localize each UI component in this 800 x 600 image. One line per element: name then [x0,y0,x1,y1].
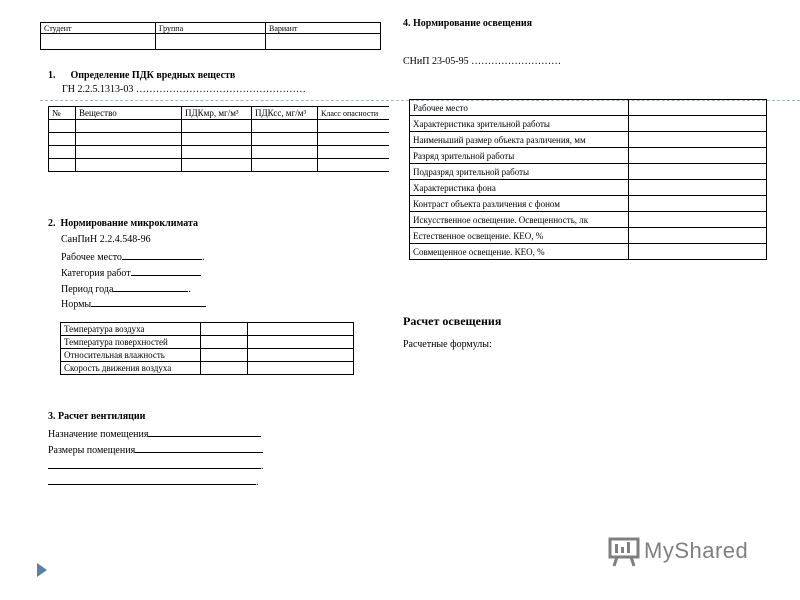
field-room-size-label: Размеры помещения [48,445,136,456]
table-row [410,212,767,228]
col-pdk-mr: ПДКмр, мг/м³ [182,107,252,120]
table-row [410,228,767,244]
section2-standard: СанПиН 2.2.4.548-96 [61,234,151,245]
section3-title: 3. Расчет вентиляции [48,411,146,422]
field-work-category [61,266,201,279]
table-row[interactable] [49,133,389,146]
table-row[interactable] [49,159,389,172]
table-row [61,323,354,336]
field-workplace-blank[interactable] [122,250,202,260]
row-visual-work-characteristic: Характеристика зрительной работы [410,116,629,132]
row-relative-humidity: Относительная влажность [61,349,201,362]
field-workplace-label: Рабочее место [61,252,122,263]
header-group: Группа [156,23,266,34]
table-row [410,100,767,116]
section4-title: 4. Нормирование освещения [403,18,533,29]
field-season-blank[interactable] [113,282,188,292]
row-visual-work-class: Разряд зрительной работы [410,148,629,164]
field-norms [61,297,206,310]
group-cell[interactable] [156,34,266,50]
myshared-logo[interactable] [606,533,766,569]
section1-standard: ГН 2.2.5.1313-03 …………………………………………… [62,84,306,95]
blank-line-2-field[interactable] [48,475,256,485]
field-norms-blank[interactable] [91,297,206,307]
blank-line-1: . [48,459,264,472]
section2-title: 2. Нормирование микроклимата [48,218,198,229]
field-room-purpose-label: Назначение помещения [48,429,149,440]
table-row [61,349,354,362]
field-norms-label: Нормы [61,299,92,310]
col-substance: Вещество [76,107,182,120]
field-room-purpose [48,427,261,440]
student-cell[interactable] [41,34,156,50]
field-season-label: Период года [61,284,114,295]
row-min-object-size: Наименьший размер объекта различения, мм [410,132,629,148]
lighting-norms-table [409,99,767,260]
variant-cell[interactable] [266,34,381,50]
col-pdk-ss: ПДКсс, мг/м³ [252,107,318,120]
section4-standard: СНиП 23-05-95 ……………………… [403,56,562,67]
table-row [410,196,767,212]
table-row [410,244,767,260]
field-room-size-blank[interactable] [135,443,263,453]
harmful-substances-table [48,106,389,172]
row-air-velocity: Скорость движения воздуха [61,362,201,375]
table-row [61,336,354,349]
field-work-category-label: Категория работ [61,268,131,279]
row-natural-lighting: Естественное освещение. КЕО, % [410,228,629,244]
table-row [410,148,767,164]
row-combined-lighting: Совмещенное освещение. КЕО, % [410,244,629,260]
table-row [61,362,354,375]
table-row [410,132,767,148]
microclimate-table [60,322,354,375]
section1-title: 1. Определение ПДК вредных веществ [48,70,236,81]
row-background-characteristic: Характеристика фона [410,180,629,196]
row-workplace: Рабочее место [410,100,629,116]
row-visual-work-subclass: Подразряд зрительной работы [410,164,629,180]
table-row [410,180,767,196]
col-number: № [49,107,76,120]
field-room-size [48,443,263,456]
row-object-contrast: Контраст объекта различения с фоном [410,196,629,212]
row-surface-temperature: Температура поверхностей [61,336,201,349]
header-student: Студент [41,23,156,34]
table-row [410,116,767,132]
student-info-table [40,22,381,50]
field-workplace: Рабочее место . [61,252,205,263]
field-season: Период года . [61,284,191,295]
table-row[interactable] [49,146,389,159]
blank-line-1-field[interactable] [48,459,261,469]
col-hazard-class: Класс опасности [318,107,389,120]
blank-line-2: . [48,475,259,488]
row-air-temperature: Температура воздуха [61,323,201,336]
table-row[interactable] [49,120,389,133]
header-variant: Вариант [266,23,381,34]
field-work-category-blank[interactable] [131,266,201,276]
section5-title: Расчет освещения [403,314,502,328]
play-arrow-icon[interactable] [36,562,48,578]
section5-formulas-label: Расчетные формулы: [403,339,492,350]
field-room-purpose-blank[interactable] [148,427,261,437]
row-artificial-lighting: Искусственное освещение. Освещенность, лк [410,212,629,228]
table-row [410,164,767,180]
presentation-board-icon [606,533,642,569]
logo-text: MyShared [644,538,749,563]
